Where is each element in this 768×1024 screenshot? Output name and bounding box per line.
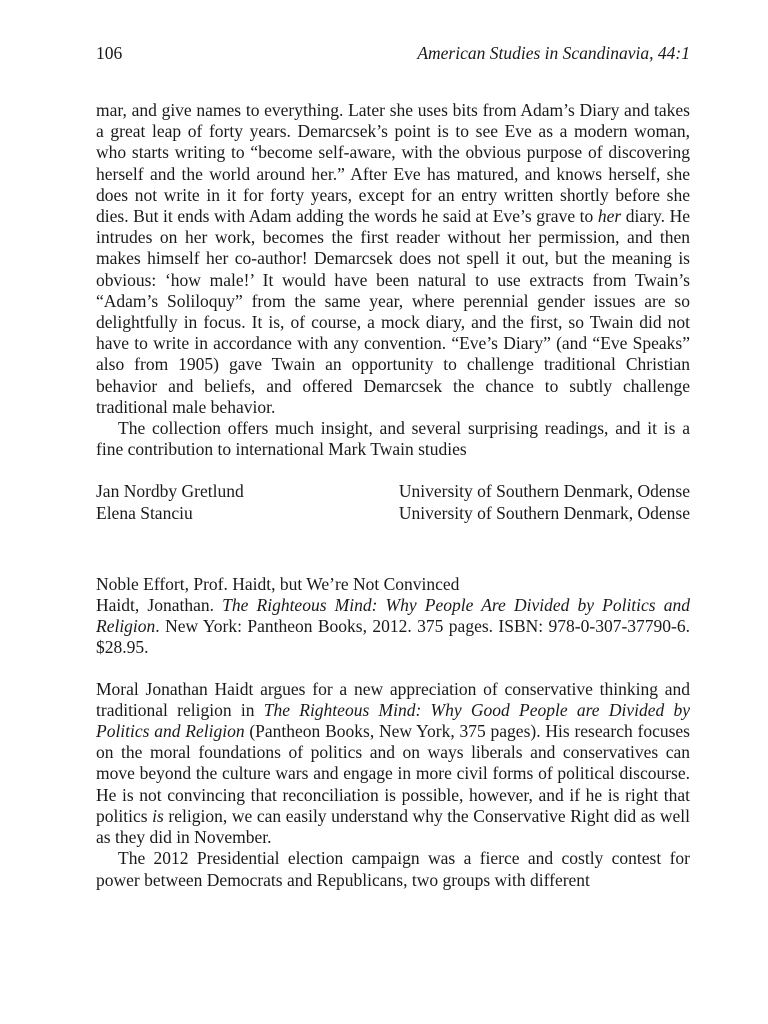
reviewer-affiliation: University of Southern Denmark, Odense (398, 481, 690, 502)
reviewer-row (96, 503, 690, 524)
running-head (96, 42, 690, 64)
citation-book-title: The Righteous Mind: Why People Are Divided by Politics and Religion (96, 595, 690, 637)
text-run: Moral Jonathan Haidt argues for a new appreciation of conservative thinking and traditional religion in (96, 678, 690, 720)
book-citation (96, 595, 690, 659)
reviewer-name: Jan Nordby Gretlund (96, 481, 244, 502)
emphasis: The Righteous Mind: Why Good People are Divided by Politics and Religion (96, 699, 690, 742)
reviewer-row (96, 481, 690, 502)
text-run: (Pantheon Books, New York, 375 pages). His research focuses on the moral foundations of politics and on ways liberals and conservatives can move beyond the culture wars and engage in more civil forms of political discourse. He is not convincing that reconciliation is possible, however, and if he is right that politics (96, 721, 690, 826)
review-2-header (96, 574, 690, 659)
page-number: 106 (96, 43, 123, 63)
review-title: Noble Effort, Prof. Haidt, but We’re Not Convinced (96, 573, 460, 594)
review-1-body (96, 100, 690, 460)
reviewer-affiliation: University of Southern Denmark, Odense (398, 502, 690, 523)
review-2-paragraph-1 (96, 679, 690, 849)
page (96, 42, 690, 891)
text-run: diary. He intrudes on her work, becomes the first reader without her permission, and then makes himself her co-author! Demarcsek does not spell it out, but the meaning is obvious: ‘how male!’ It would have been natural to use extracts from Twain’s “Adam’s Soliloquy” from the same year, where perennial gender issues are so delightfully in focus. It is, of course, a mock diary, and the first, so Twain did not have to write in accordance with any convention. “Eve’s Diary” (and “Eve Speaks” also from 1905) gave Twain an opportunity to challenge traditional Christian behavior and beliefs, and offered Demarcsek the chance to subtly challenge traditional male behavior. (96, 206, 690, 417)
text-run: religion, we can easily understand why the Conservative Right did as well as they did in November. (96, 805, 691, 848)
review-2-paragraph-2: The 2012 Presidential election campaign was a fierce and costly contest for power between Democrats and Republicans, two groups with different (96, 848, 690, 890)
citation-details: . New York: Pantheon Books, 2012. 375 pages. ISBN: 978-0-307-37790-6. $28.95. (96, 616, 690, 658)
review-2-body (96, 679, 690, 891)
citation-author: Haidt, Jonathan. (96, 595, 223, 616)
emphasis: is (152, 805, 164, 826)
review-1-paragraph-1 (96, 100, 690, 418)
text-run: mar, and give names to everything. Later she uses bits from Adam’s Diary and takes a great leap of forty years. Demarcsek’s point is to see Eve as a modern woman, who starts writing to “become self-aware, with the obvious purpose of discovering herself and the world around her.” After Eve has matured, and knows herself, she does not write in it for forty years, except for an entry written shortly before she dies. But it ends with Adam adding the words he said at Eve’s grave to (96, 100, 690, 227)
emphasis: her (597, 206, 622, 227)
review-1-paragraph-2: The collection offers much insight, and several surprising readings, and it is a fine contribution to international Mark Twain studies (96, 418, 690, 460)
reviewer-signatures (96, 481, 690, 523)
reviewer-name: Elena Stanciu (96, 502, 193, 523)
journal-title: American Studies in Scandinavia, 44:1 (417, 43, 690, 63)
